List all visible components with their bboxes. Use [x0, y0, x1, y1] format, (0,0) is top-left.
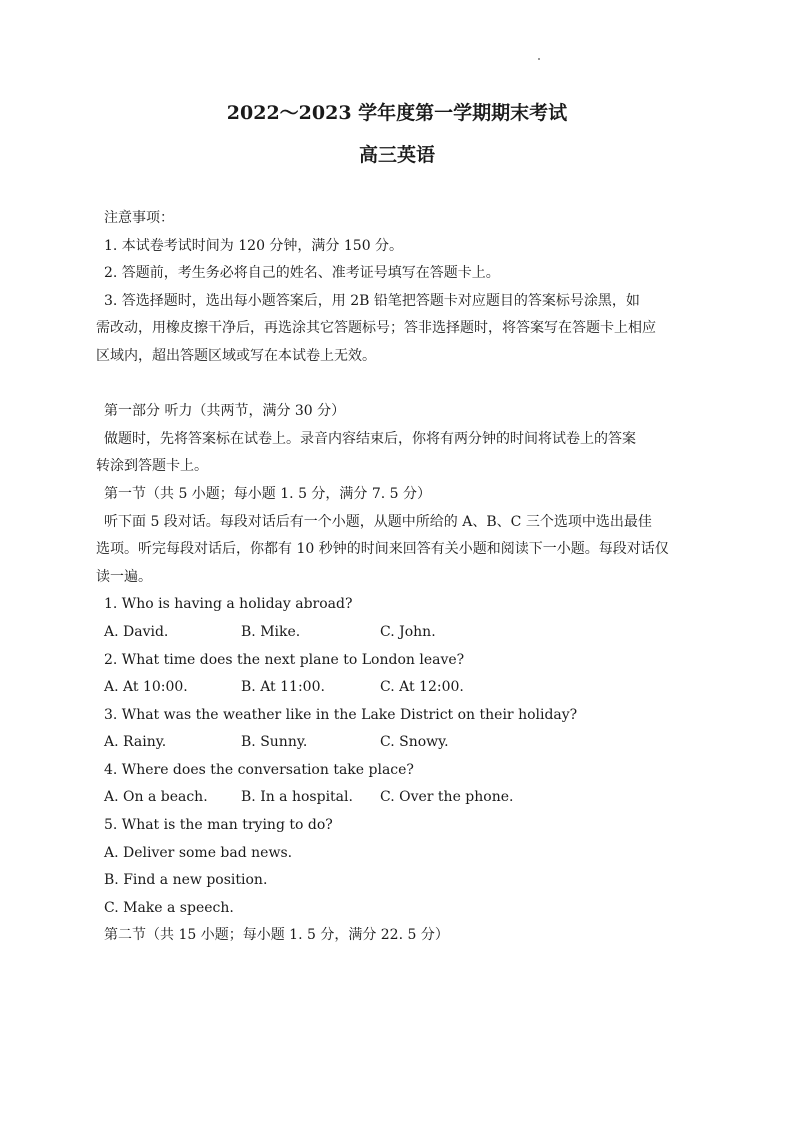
section2-heading: 第二节（共 15 小题；每小题 1. 5 分，满分 22. 5 分）: [104, 927, 449, 944]
option-b: B. Find a new position.: [104, 872, 268, 889]
option-b: B. Sunny.: [241, 734, 308, 751]
section1-instruction: 听下面 5 段对话。每段对话后有一个小题，从题中所给的 A、B、C 三个选项中选出最佳: [104, 513, 652, 530]
option-c: C. At 12:00.: [380, 679, 464, 696]
question-3: 3. What was the weather like in the Lake District on their holiday?: [104, 706, 578, 723]
option-b: B. In a hospital.: [241, 789, 353, 806]
question-4: 4. Where does the conversation take place?: [104, 761, 414, 778]
options-4: [104, 784, 724, 812]
scan-dot: [538, 58, 540, 60]
note-item: 需改动，用橡皮擦干净后，再选涂其它答题标号；答非选择题时，将答案写在答题卡上相应: [96, 320, 656, 337]
option-c: C. John.: [380, 623, 436, 640]
option-b: B. At 11:00.: [241, 679, 325, 696]
question-2: 2. What time does the next plane to London leave?: [104, 651, 465, 668]
section1-heading: 第一节（共 5 小题；每小题 1. 5 分，满分 7. 5 分）: [104, 485, 432, 502]
section1-instruction: 选项。听完每段对话后，你都有 10 秒钟的时间来回答有关小题和阅读下一小题。每段对话仅: [96, 541, 669, 558]
note-item: 1. 本试卷考试时间为 120 分钟，满分 150 分。: [104, 237, 404, 254]
note-item: 区域内，超出答题区域或写在本试卷上无效。: [96, 347, 376, 364]
option-a: A. David.: [104, 623, 169, 640]
options-1: [104, 619, 724, 647]
part1-heading: 第一部分 听力（共两节，满分 30 分）: [104, 403, 346, 420]
notes-heading: 注意事项：: [104, 210, 174, 226]
option-c: C. Make a speech.: [104, 899, 234, 916]
option-b: B. Mike.: [241, 623, 301, 640]
part1-instruction: 转涂到答题卡上。: [96, 458, 208, 475]
part1-instruction: 做题时，先将答案标在试卷上。录音内容结束后，你将有两分钟的时间将试卷上的答案: [104, 430, 636, 447]
exam-subject: 高三英语: [358, 144, 435, 166]
exam-body: [96, 205, 724, 950]
note-item: 2. 答题前，考生务必将自己的姓名、准考证号填写在答题卡上。: [104, 265, 500, 282]
options-2: [104, 674, 724, 702]
exam-title: 2022～2023 学年度第一学期期末考试: [226, 102, 568, 124]
option-a: A. On a beach.: [104, 789, 208, 806]
question-1: 1. Who is having a holiday abroad?: [104, 596, 353, 613]
option-a: A. Rainy.: [104, 734, 167, 751]
option-a: A. At 10:00.: [104, 679, 188, 696]
option-c: C. Snowy.: [380, 734, 449, 751]
option-a: A. Deliver some bad news.: [104, 844, 293, 861]
option-c: C. Over the phone.: [380, 789, 514, 806]
options-3: [104, 729, 724, 757]
section1-instruction: 读一遍。: [96, 568, 152, 585]
question-5: 5. What is the man trying to do?: [104, 817, 333, 834]
note-item: 3. 答选择题时，选出每小题答案后，用 2B 铅笔把答题卡对应题目的答案标号涂黑，如: [104, 292, 640, 309]
